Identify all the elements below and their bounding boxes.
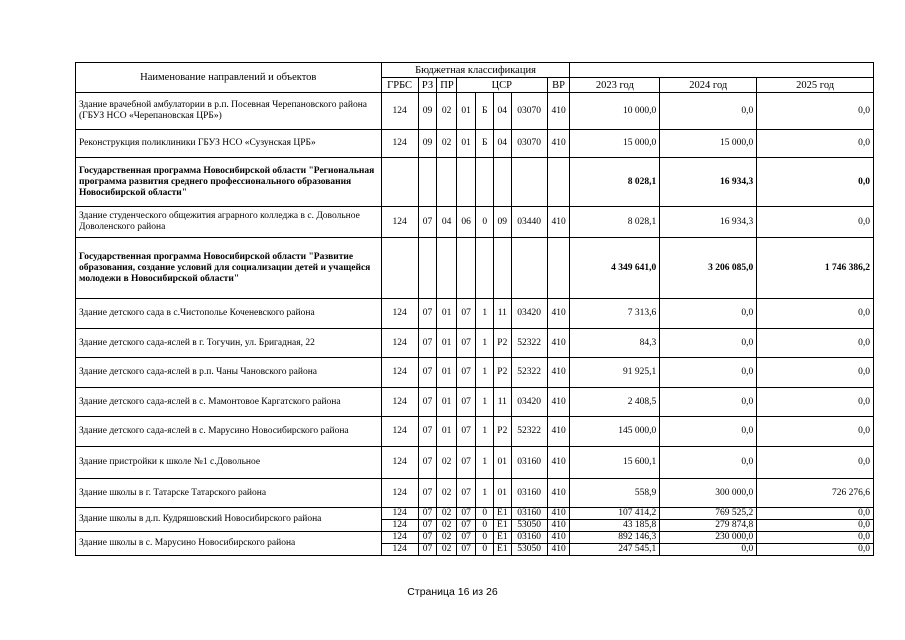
amount-cell-y2025: 0,0 — [757, 417, 874, 447]
code-cell-pr: 02 — [437, 447, 457, 479]
code-cell-rz: 09 — [418, 130, 437, 158]
object-name-cell: Здание врачебной амбулатории в р.п. Посевная Черепановского района (ГБУЗ НСО «Черепановская ЦРБ») — [76, 93, 382, 130]
amount-cell-y2023: 15 600,1 — [570, 447, 660, 479]
amount-cell-y2025: 0,0 — [757, 532, 874, 544]
code-cell-c1: 07 — [456, 479, 476, 508]
code-cell-c4: 03160 — [511, 479, 547, 508]
budget-table — [75, 62, 874, 556]
amount-cell-y2024: 0,0 — [660, 417, 757, 447]
amount-cell-y2023: 10 000,0 — [570, 93, 660, 130]
amount-cell-y2023: 8 028,1 — [570, 158, 660, 207]
amount-cell-y2024: 279 874,8 — [660, 520, 757, 532]
table-row — [76, 158, 874, 207]
amount-cell-y2024: 0,0 — [660, 388, 757, 417]
code-cell-c3: P2 — [494, 329, 512, 358]
amount-cell-y2024: 0,0 — [660, 329, 757, 358]
code-cell-grbs: 124 — [381, 130, 418, 158]
code-cell-vr: 410 — [547, 130, 570, 158]
code-cell-rz: 07 — [418, 520, 437, 532]
code-cell-vr: 410 — [547, 417, 570, 447]
object-name-cell: Здание школы в с. Марусино Новосибирского района — [76, 532, 382, 556]
amount-cell-y2025: 0,0 — [757, 207, 874, 238]
code-cell-c1: 07 — [456, 388, 476, 417]
code-cell-c4: 52322 — [511, 417, 547, 447]
code-cell-c2: 1 — [476, 299, 494, 329]
code-cell-c2 — [476, 158, 494, 207]
code-cell-c2 — [476, 238, 494, 299]
code-cell-rz: 07 — [418, 479, 437, 508]
code-cell-vr — [547, 158, 570, 207]
code-cell-c2: 1 — [476, 329, 494, 358]
amount-cell-y2025: 0,0 — [757, 358, 874, 388]
code-cell-c4: 03160 — [511, 447, 547, 479]
table-row — [76, 207, 874, 238]
code-cell-rz: 07 — [418, 417, 437, 447]
object-name-cell: Государственная программа Новосибирской области "Региональная программа развития среднего профессионального образования Новосибирской области" — [76, 158, 382, 207]
code-cell-c3: E1 — [494, 532, 512, 544]
code-cell-pr: 04 — [437, 207, 457, 238]
amount-cell-y2025: 0,0 — [757, 299, 874, 329]
code-cell-c1: 07 — [456, 358, 476, 388]
code-cell-grbs: 124 — [381, 388, 418, 417]
object-name-cell: Реконструкция поликлиники ГБУЗ НСО «Сузунская ЦРБ» — [76, 130, 382, 158]
code-cell-c2: 1 — [476, 479, 494, 508]
code-cell-c3 — [494, 238, 512, 299]
code-cell-c2: 1 — [476, 417, 494, 447]
header-2023: 2023 год — [570, 78, 660, 93]
code-cell-grbs: 124 — [381, 207, 418, 238]
code-cell-c3: E1 — [494, 508, 512, 520]
code-cell-pr: 01 — [437, 417, 457, 447]
amount-cell-y2023: 84,3 — [570, 329, 660, 358]
code-cell-c3: E1 — [494, 520, 512, 532]
code-cell-pr: 01 — [437, 358, 457, 388]
code-cell-vr: 410 — [547, 207, 570, 238]
code-cell-rz: 07 — [418, 358, 437, 388]
code-cell-grbs: 124 — [381, 479, 418, 508]
code-cell-c3: P2 — [494, 358, 512, 388]
code-cell-rz: 07 — [418, 207, 437, 238]
code-cell-grbs: 124 — [381, 520, 418, 532]
code-cell-vr: 410 — [547, 299, 570, 329]
code-cell-c3: 04 — [494, 93, 512, 130]
amount-cell-y2024: 0,0 — [660, 447, 757, 479]
header-grbs: ГРБС — [381, 78, 418, 93]
amount-cell-y2023: 43 185,8 — [570, 520, 660, 532]
amount-cell-y2023: 107 414,2 — [570, 508, 660, 520]
object-name-cell: Здание студенческого общежития аграрного колледжа в с. Довольное Доволенского района — [76, 207, 382, 238]
code-cell-pr: 02 — [437, 93, 457, 130]
table-row — [76, 479, 874, 508]
code-cell-c1 — [456, 238, 476, 299]
code-cell-pr: 02 — [437, 508, 457, 520]
page-number: Страница 16 из 26 — [407, 586, 498, 598]
code-cell-c2: 1 — [476, 358, 494, 388]
amount-cell-y2025: 1 746 386,2 — [757, 238, 874, 299]
code-cell-c1: 07 — [456, 329, 476, 358]
code-cell-c2: 0 — [476, 544, 494, 556]
amount-cell-y2023: 892 146,3 — [570, 532, 660, 544]
amount-cell-y2025: 0,0 — [757, 130, 874, 158]
amount-cell-y2024: 15 000,0 — [660, 130, 757, 158]
code-cell-c4 — [511, 238, 547, 299]
code-cell-c1 — [456, 158, 476, 207]
table-row — [76, 388, 874, 417]
code-cell-c3: 11 — [494, 388, 512, 417]
code-cell-grbs: 124 — [381, 299, 418, 329]
object-name-cell: Здание школы в д.п. Кудряшовский Новосибирского района — [76, 508, 382, 532]
code-cell-c2: 1 — [476, 388, 494, 417]
code-cell-grbs: 124 — [381, 329, 418, 358]
code-cell-c4: 03160 — [511, 532, 547, 544]
code-cell-grbs: 124 — [381, 508, 418, 520]
object-name-cell: Здание детского сада-яслей в с. Мамонтовое Каргатского района — [76, 388, 382, 417]
code-cell-pr: 02 — [437, 520, 457, 532]
code-cell-rz: 07 — [418, 299, 437, 329]
amount-cell-y2025: 0,0 — [757, 508, 874, 520]
table-row — [76, 238, 874, 299]
amount-cell-y2025: 0,0 — [757, 329, 874, 358]
amount-cell-y2024: 300 000,0 — [660, 479, 757, 508]
code-cell-c1: 01 — [456, 93, 476, 130]
header-name: Наименование направлений и объектов — [76, 63, 382, 93]
amount-cell-y2023: 4 349 641,0 — [570, 238, 660, 299]
code-cell-grbs: 124 — [381, 532, 418, 544]
code-cell-c4: 03440 — [511, 207, 547, 238]
amount-cell-y2025: 726 276,6 — [757, 479, 874, 508]
amount-cell-y2024: 0,0 — [660, 544, 757, 556]
header-budget-classification: Бюджетная классификация — [381, 63, 570, 78]
code-cell-grbs: 124 — [381, 93, 418, 130]
code-cell-c4 — [511, 158, 547, 207]
object-name-cell: Здание детского сада-яслей в р.п. Чаны Чановского района — [76, 358, 382, 388]
code-cell-grbs: 124 — [381, 417, 418, 447]
code-cell-c3: 04 — [494, 130, 512, 158]
amount-cell-y2024: 0,0 — [660, 299, 757, 329]
amount-cell-y2025: 0,0 — [757, 520, 874, 532]
code-cell-c2: 1 — [476, 447, 494, 479]
table-row — [76, 532, 874, 544]
code-cell-c4: 03070 — [511, 93, 547, 130]
header-rz: РЗ — [418, 78, 437, 93]
table-row — [76, 358, 874, 388]
header-pr: ПР — [437, 78, 457, 93]
table-row — [76, 93, 874, 130]
code-cell-c4: 53050 — [511, 520, 547, 532]
code-cell-c2: 0 — [476, 520, 494, 532]
code-cell-rz — [418, 158, 437, 207]
header-vr: ВР — [547, 78, 570, 93]
code-cell-vr — [547, 238, 570, 299]
table-row — [76, 508, 874, 520]
code-cell-c1: 06 — [456, 207, 476, 238]
code-cell-pr: 02 — [437, 130, 457, 158]
amount-cell-y2023: 247 545,1 — [570, 544, 660, 556]
code-cell-c4: 03160 — [511, 508, 547, 520]
amount-cell-y2023: 2 408,5 — [570, 388, 660, 417]
table-row — [76, 299, 874, 329]
header-years-top — [570, 63, 874, 78]
code-cell-c4: 03420 — [511, 388, 547, 417]
code-cell-vr: 410 — [547, 479, 570, 508]
object-name-cell: Здание школы в г. Татарске Татарского района — [76, 479, 382, 508]
amount-cell-y2024: 16 934,3 — [660, 158, 757, 207]
amount-cell-y2024: 3 206 085,0 — [660, 238, 757, 299]
code-cell-grbs: 124 — [381, 447, 418, 479]
amount-cell-y2025: 0,0 — [757, 544, 874, 556]
code-cell-c3: 11 — [494, 299, 512, 329]
code-cell-pr — [437, 158, 457, 207]
amount-cell-y2023: 91 925,1 — [570, 358, 660, 388]
code-cell-pr: 01 — [437, 329, 457, 358]
amount-cell-y2025: 0,0 — [757, 388, 874, 417]
code-cell-rz: 07 — [418, 544, 437, 556]
code-cell-c3: E1 — [494, 544, 512, 556]
code-cell-rz: 07 — [418, 329, 437, 358]
code-cell-vr: 410 — [547, 447, 570, 479]
object-name-cell: Здание детского сада-яслей в с. Марусино Новосибирского района — [76, 417, 382, 447]
header-2025: 2025 год — [757, 78, 874, 93]
code-cell-vr: 410 — [547, 93, 570, 130]
code-cell-grbs: 124 — [381, 358, 418, 388]
amount-cell-y2023: 7 313,6 — [570, 299, 660, 329]
header-csr: ЦСР — [456, 78, 547, 93]
table-row — [76, 329, 874, 358]
code-cell-c3: P2 — [494, 417, 512, 447]
code-cell-rz: 07 — [418, 447, 437, 479]
amount-cell-y2023: 558,9 — [570, 479, 660, 508]
code-cell-vr: 410 — [547, 532, 570, 544]
code-cell-pr — [437, 238, 457, 299]
amount-cell-y2024: 0,0 — [660, 93, 757, 130]
code-cell-c3: 01 — [494, 479, 512, 508]
amount-cell-y2025: 0,0 — [757, 93, 874, 130]
code-cell-c2: 0 — [476, 532, 494, 544]
code-cell-vr: 410 — [547, 388, 570, 417]
code-cell-vr: 410 — [547, 358, 570, 388]
code-cell-vr: 410 — [547, 520, 570, 532]
header-2024: 2024 год — [660, 78, 757, 93]
amount-cell-y2024: 769 525,2 — [660, 508, 757, 520]
code-cell-c4: 03070 — [511, 130, 547, 158]
amount-cell-y2025: 0,0 — [757, 158, 874, 207]
object-name-cell: Здание детского сада в с.Чистополье Коченевского района — [76, 299, 382, 329]
code-cell-c1: 07 — [456, 508, 476, 520]
code-cell-c3: 09 — [494, 207, 512, 238]
code-cell-pr: 01 — [437, 388, 457, 417]
object-name-cell: Здание пристройки к школе №1 с.Довольное — [76, 447, 382, 479]
code-cell-c1: 07 — [456, 544, 476, 556]
table-row — [76, 417, 874, 447]
code-cell-vr: 410 — [547, 329, 570, 358]
code-cell-rz — [418, 238, 437, 299]
amount-cell-y2024: 16 934,3 — [660, 207, 757, 238]
code-cell-c1: 07 — [456, 532, 476, 544]
object-name-cell: Государственная программа Новосибирской области "Развитие образования, создание условий для социализации детей и учащейся молодежи в Новосибирской области" — [76, 238, 382, 299]
code-cell-pr: 02 — [437, 532, 457, 544]
object-name-cell: Здание детского сада-яслей в г. Тогучин, ул. Бригадная, 22 — [76, 329, 382, 358]
amount-cell-y2023: 8 028,1 — [570, 207, 660, 238]
code-cell-c2: Б — [476, 93, 494, 130]
code-cell-pr: 01 — [437, 299, 457, 329]
amount-cell-y2023: 15 000,0 — [570, 130, 660, 158]
code-cell-c4: 03420 — [511, 299, 547, 329]
code-cell-pr: 02 — [437, 544, 457, 556]
code-cell-c3: 01 — [494, 447, 512, 479]
code-cell-grbs — [381, 158, 418, 207]
code-cell-c2: 0 — [476, 207, 494, 238]
code-cell-c1: 07 — [456, 447, 476, 479]
code-cell-c2: Б — [476, 130, 494, 158]
code-cell-c1: 07 — [456, 299, 476, 329]
code-cell-c1: 01 — [456, 130, 476, 158]
code-cell-c4: 53050 — [511, 544, 547, 556]
table-row — [76, 447, 874, 479]
code-cell-rz: 07 — [418, 508, 437, 520]
code-cell-vr: 410 — [547, 544, 570, 556]
code-cell-c4: 52322 — [511, 329, 547, 358]
code-cell-c1: 07 — [456, 520, 476, 532]
code-cell-rz: 07 — [418, 388, 437, 417]
code-cell-grbs: 124 — [381, 544, 418, 556]
code-cell-c3 — [494, 158, 512, 207]
code-cell-c2: 0 — [476, 508, 494, 520]
amount-cell-y2023: 145 000,0 — [570, 417, 660, 447]
table-row — [76, 130, 874, 158]
code-cell-vr: 410 — [547, 508, 570, 520]
code-cell-c1: 07 — [456, 417, 476, 447]
code-cell-c4: 52322 — [511, 358, 547, 388]
code-cell-grbs — [381, 238, 418, 299]
amount-cell-y2025: 0,0 — [757, 447, 874, 479]
code-cell-rz: 07 — [418, 532, 437, 544]
code-cell-rz: 09 — [418, 93, 437, 130]
amount-cell-y2024: 230 000,0 — [660, 532, 757, 544]
code-cell-pr: 02 — [437, 479, 457, 508]
amount-cell-y2024: 0,0 — [660, 358, 757, 388]
